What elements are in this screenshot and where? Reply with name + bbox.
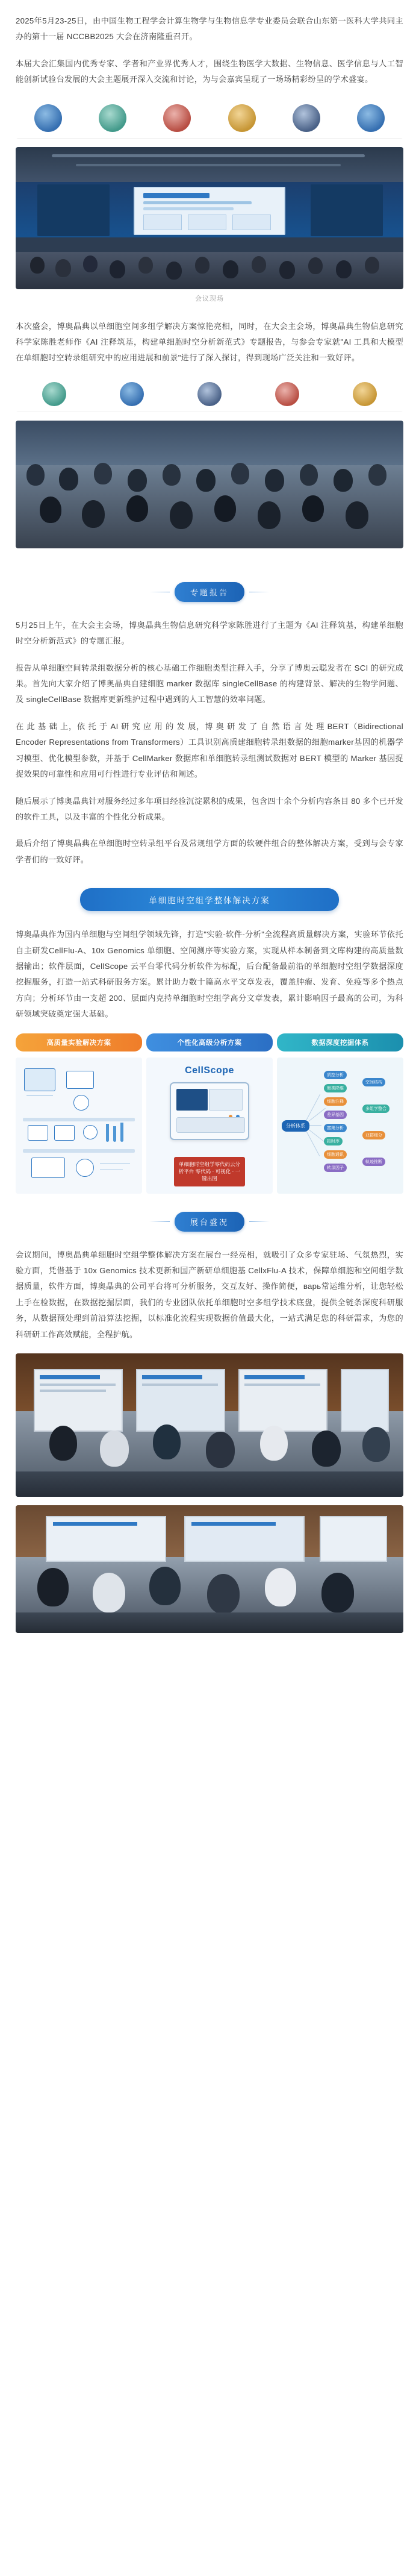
mindmap-node-6: 拟时序 bbox=[324, 1137, 343, 1145]
section-header-solution bbox=[16, 888, 403, 911]
paragraph-booth: 会议期间，博奥晶典单细胞时空组学整体解决方案在展台一经亮相，就吸引了众多专家驻场、气氛热烈，实验方面，凭借基于 10x Genomics 技术更新和国产新研单细胞基 CellxFlu-A 技术，保障单细胞和空间组学数据质量，软件方面，博奥晶典的公司平台将可分析服务，交互友好、操作简便，варь常运维分析，让您轻松上手在检数据，在数据挖掘层面，我们的专业团队依托单细胞时空多组学技术底盘，提供全链条深度科研服务，从数据预处理到前沿算法挖掘，以标准化流程实现数据价值最大化，一站式满足您的科研需求，为您的科研研工作高效赋能，全程护航。 bbox=[16, 1250, 403, 1339]
paragraph-report-5: 最后介绍了博奥晶典在单细胞时空转录组平台及常规组学方面的软硬件组合的整体解决方案，受到与会专家学者们的一致好评。 bbox=[16, 839, 403, 864]
analysis-mindmap bbox=[277, 1058, 403, 1194]
partner-logos-strip bbox=[16, 377, 403, 412]
paragraph-solution: 博奥晶典作为国内单细胞与空间组学领域先锋，打造"实验-软件-分析"全流程高质量解决方案，实验环节依托自主研发CellFlu-A、10x Genomics 单细胞、空间测序等实验方案，实现从样本制备到文库构建的高质量数据输出；软件层面，CellScope 云平台零代码分析软件为标配，后台配备最前沿的单细胞时空组学数据深度挖掘服务，打造一站式科研服务方案。累计助力数十篇高水平文章发表，覆盖肿瘤、发育、免疫等多个热点方向；分析环节由一支超 200、层面内克持单细胞时空组学高分文章发表，累计影响因子最高的公司，为科研领域突破奠定强大基础。 bbox=[16, 930, 403, 1019]
mindmap-node-3: 细胞注释 bbox=[324, 1097, 347, 1106]
tab-experiment-solution[interactable]: 高质量实验解决方案 bbox=[16, 1033, 142, 1051]
booth-photo-1 bbox=[16, 1353, 403, 1497]
conference-stage-photo bbox=[16, 147, 403, 289]
cellscope-device-icon bbox=[170, 1082, 249, 1140]
logo-icon-8 bbox=[120, 382, 144, 406]
mindmap-node-4: 差异基因 bbox=[324, 1111, 347, 1119]
logo-icon-1 bbox=[34, 104, 62, 132]
mindmap-node-2: 聚类降维 bbox=[324, 1084, 347, 1092]
logo-icon-10 bbox=[275, 382, 299, 406]
stage-photo-caption: 会议现场 bbox=[195, 295, 224, 302]
logo-icon-11 bbox=[353, 382, 377, 406]
section-header-report bbox=[16, 582, 403, 602]
paragraph-intro-2: 本届大会汇集国内优秀专家、学者和产业界优秀人才，围绕生物医学大数据、生物信息、医学信息与人工智能创新试验台发展的大会主题展开深入交流和讨论，为与会嘉宾呈现了一场场精彩纷呈的学术盛宴。 bbox=[16, 58, 403, 84]
paragraph-report-2: 报告从单细胞空间转录组数据分析的核心基础工作细胞类型注释入手，分享了博奥云聪发者在 SCI 的研究成果。首先向大家介绍了博奥晶典自建细胞 marker 数据库 singleCellBase 的构建背景、解决的生物学问题、及 singleCellBase 数据库更新维护过程中遇到的人工智慧的效率问题。 bbox=[16, 663, 403, 704]
solution-panel bbox=[16, 1058, 403, 1194]
section-header-booth bbox=[16, 1212, 403, 1232]
cellscope-title: CellScope bbox=[185, 1065, 234, 1076]
mindmap-node-9: 空间结构 bbox=[362, 1078, 385, 1086]
paragraph-report-1: 5月25日上午，在大会主会场，博奥晶典生物信息研究科学家陈胜进行了主题为《AI 注释筑基，构建单细胞时空分析新范式》的专题汇报。 bbox=[16, 620, 403, 646]
logo-icon-7 bbox=[42, 382, 66, 406]
paragraph-intro-3: 本次盛会，博奥晶典以单细胞空间多组学解决方案惊艳亮相，同时，在大会主会场，博奥晶典生物信息研究科学家陈胜老师作《AI 注释筑基，构建单细胞时空分析新范式》专题报告，与参会专家就"AI 工具和大模型在单细胞时空转录组研究中的应用进展和前景"进行了深入探讨，得到现场广泛关注和一致好评。 bbox=[16, 321, 403, 363]
paragraph-report-3: 在 此 基 础 上，依 托 于 AI 研 究 应 用 的 发 展，博 奥 研 发 了 自 然 语 言 处 理 BERT（Bidirectional Encoder Representations from Transformers）工具识别高质建细胞转录组数据的细胞marker基因的机器学习模型、优化模型参数，并基于 CellMarker 数据库和单细胞转录组测试数据对 BERT 模型的 Marker 基因捉捉效果的可靠性和应用可行性进行专业评估和阐述。 bbox=[16, 721, 403, 779]
section-title-solution: 单细胞时空组学整体解决方案 bbox=[80, 888, 339, 911]
section-title-report: 专题报告 bbox=[175, 582, 244, 602]
cellscope-badge: 单细胞时空组学零代码云分析平台 零代码 · 可视化 · 一键出图 bbox=[174, 1157, 245, 1186]
logo-icon-4 bbox=[228, 104, 256, 132]
logo-icon-5 bbox=[293, 104, 320, 132]
paragraph-intro-1: 2025年5月23-25日，由中国生物工程学会计算生物学与生物信息学专业委员会联合山东第一医科大学共同主办的第十一届 NCCBB2025 大会在济南隆重召开。 bbox=[16, 16, 403, 42]
logo-icon-3 bbox=[163, 104, 191, 132]
tab-mining-solution[interactable]: 数据深度挖掘体系 bbox=[277, 1033, 403, 1051]
mindmap-node-5: 富集分析 bbox=[324, 1124, 347, 1132]
booth-photo-2 bbox=[16, 1505, 403, 1633]
mindmap-node-12: 轨迹推断 bbox=[362, 1158, 385, 1166]
cellscope-device-panel bbox=[146, 1058, 273, 1194]
mindmap-node-7: 细胞通讯 bbox=[324, 1150, 347, 1159]
mindmap-root: 分析体系 bbox=[282, 1120, 309, 1132]
solution-tabs bbox=[16, 1033, 403, 1051]
audience-photo bbox=[16, 421, 403, 548]
mindmap-node-10: 多组学整合 bbox=[362, 1105, 390, 1113]
section-title-booth: 展台盛况 bbox=[175, 1212, 244, 1232]
paragraph-report-4: 随后展示了博奥晶典针对服务经过多年项目经验沉淀累积的成果，包含四十余个分析内容条目 80 多个已开发的软件工具，以及丰富的个性化分析成果。 bbox=[16, 796, 403, 821]
mindmap-node-8: 转录因子 bbox=[324, 1164, 347, 1172]
logo-icon-6 bbox=[357, 104, 385, 132]
mindmap-node-11: 亚群细分 bbox=[362, 1131, 385, 1139]
mindmap-node-1: 质控分析 bbox=[324, 1071, 347, 1079]
lab-illustration bbox=[16, 1058, 142, 1194]
logo-icon-9 bbox=[197, 382, 222, 406]
sponsor-logos-strip bbox=[16, 99, 403, 139]
logo-icon-2 bbox=[99, 104, 126, 132]
tab-analysis-solution[interactable]: 个性化高级分析方案 bbox=[146, 1033, 273, 1051]
